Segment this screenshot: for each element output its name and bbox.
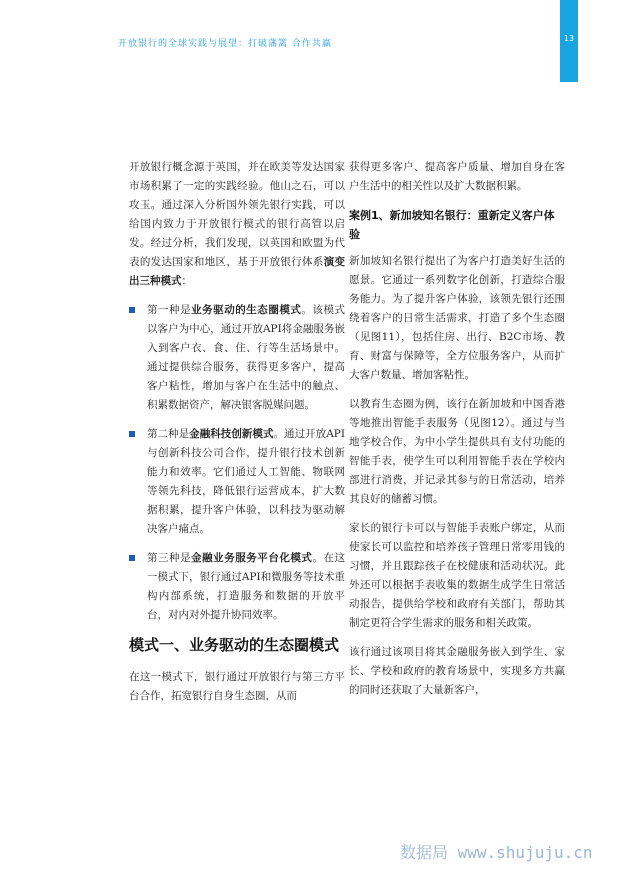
case-heading: 案例1、新加坡知名银行：重新定义客户体验: [349, 209, 555, 241]
page-number: 13: [563, 34, 575, 43]
bullet-square-icon: [129, 431, 135, 437]
page-number-tab: [560, 0, 578, 82]
intro-highlight: 演变出三种模式: [129, 256, 346, 287]
case-paragraph-3: 家长的银行卡可以与智能手表账户绑定，从而使家长可以监控和培养孩子管理日常零用钱的习惯，并且跟踪孩子在校健康和活动状况。此外还可以根据手表收集的数据生成学生日常活动报告，提供给学校和政府有关部门，帮助其制定更符合学生需求的服务和相关政策。: [349, 522, 565, 629]
case-paragraph-2: 以教育生态圈为例，该行在新加坡和中国香港等地推出智能手表服务（见图12）。通过与当地学校合作，为中小学生提供具有支付功能的智能手表，使学生可以利用智能手表在学校内部进行消费，并记录其参与的日常活动，培养其良好的储蓄习惯。: [349, 398, 565, 505]
continued-paragraph: 获得更多客户、提高客户质量、增加自身在客户生活中的相关性以及扩大数据积累。: [349, 161, 565, 192]
case-paragraph-1: 新加坡知名银行提出了为客户打造美好生活的愿景。它通过一系列数字化创新，打造综合服务能力。为了提升客户体验，该领先银行还围绕着客户的日常生活需求，打造了多个生态圈（见图11），包括住房、出行、B2C市场、教育、财富与保障等，全方位服务客户，从而扩大客户数量、增加客粘性。: [349, 255, 565, 381]
left-column: [129, 158, 345, 716]
bullet-square-icon: [129, 307, 135, 313]
mode-list: [129, 301, 345, 625]
right-column: [349, 158, 565, 710]
intro-paragraph: 开放银行概念源于英国，并在欧美等发达国家市场积累了一定的实践经验。他山之石，可以攻玉。通过深入分析国外领先银行实践，可以给国内致力于开放银行模式的银行高管以启发。经过分析，我们发现，以英国和欧盟为代表的发达国家和地区，基于开放银行体系演变出三种模式：: [129, 161, 346, 287]
list-item: 第一种是业务驱动的生态圈模式。该模式以客户为中心，通过开放API将金融服务嵌入到客户衣、食、住、行等生活场景中。通过提供综合服务，获得更多客户，提高客户粘性，增加与客户在生活中的触点、积累数据资产，解决银客脱媒问题。: [129, 301, 345, 415]
section-heading: 模式一、业务驱动的生态圈模式: [129, 636, 340, 654]
bullet-square-icon: [129, 555, 135, 561]
list-item: 第三种是金融业务服务平台化模式。在这一模式下，银行通过API和微服务等技术重构内部系统，打造服务和数据的开放平台，对内对外提升协同效率。: [129, 549, 345, 625]
case-paragraph-4: 该行通过该项目将其金融服务嵌入到学生、家长、学校和政府的教育场景中，实现多方共赢的同时还获取了大量新客户，: [349, 646, 565, 696]
running-header: 开放银行的全球实践与展望：打破藩篱 合作共赢: [118, 39, 332, 49]
section-paragraph: 在这一模式下，银行通过开放银行与第三方平台合作，拓宽银行自身生态圈，从而: [129, 671, 345, 702]
watermark: 数据局 www.shujuju.cn: [400, 843, 593, 862]
list-item: 第二种是金融科技创新模式。通过开放API与创新科技公司合作，提升银行技术创新能力和效率。它们通过人工智能、物联网等领先科技，降低银行运营成本，扩大数据积累，提升客户体验，以科技为驱动解决客户痛点。: [129, 425, 345, 539]
